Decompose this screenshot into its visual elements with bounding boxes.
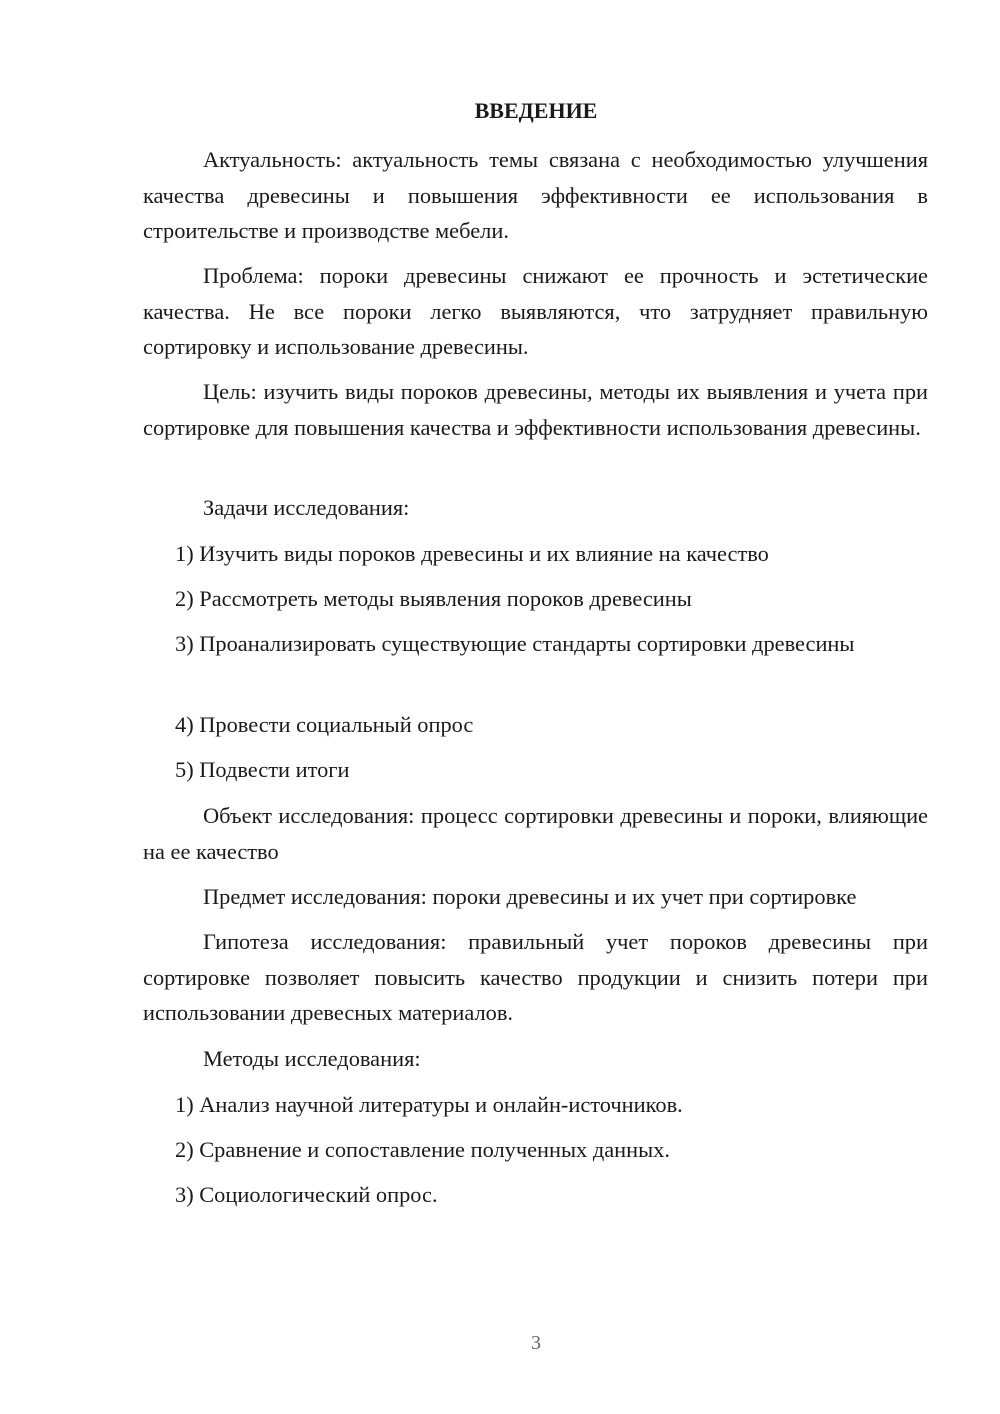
object-paragraph: Объект исследования: процесс сортировки древесины и пороки, влияющие на ее качество [143, 803, 928, 864]
task-item: 3) Проанализировать существующие стандарты сортировки древесины [175, 631, 855, 656]
task-item: 5) Подвести итоги [175, 757, 350, 782]
subject-paragraph: Предмет исследования: пороки древесины и их учет при сортировке [203, 884, 857, 909]
page-number: 3 [531, 1332, 541, 1354]
goal-paragraph: Цель: изучить виды пороков древесины, методы их выявления и учета при сортировке для повышения качества и эффективности использования древесины. [143, 379, 928, 440]
tasks-heading: Задачи исследования: [203, 495, 410, 520]
task-item: 4) Провести социальный опрос [175, 712, 474, 737]
task-item: 2) Рассмотреть методы выявления пороков древесины [175, 586, 692, 611]
hypothesis-paragraph: Гипотеза исследования: правильный учет пороков древесины при сортировке позволяет повысить качество продукции и снизить потери при использовании древесных материалов. [143, 929, 928, 1025]
methods-heading: Методы исследования: [203, 1046, 421, 1071]
method-item: 1) Анализ научной литературы и онлайн-источников. [175, 1092, 683, 1117]
task-item: 1) Изучить виды пороков древесины и их влияние на качество [175, 541, 769, 566]
problem-paragraph: Проблема: пороки древесины снижают ее прочность и эстетические качества. Не все пороки легко выявляются, что затрудняет правильную сортировку и использование древесины. [143, 263, 928, 359]
method-item: 3) Социологический опрос. [175, 1182, 438, 1207]
method-item: 2) Сравнение и сопоставление полученных данных. [175, 1137, 670, 1162]
relevance-paragraph: Актуальность: актуальность темы связана с необходимостью улучшения качества древесины и повышения эффективности ее использования в строительстве и производстве мебели. [143, 147, 928, 243]
page-title: ВВЕДЕНИЕ [474, 98, 598, 123]
